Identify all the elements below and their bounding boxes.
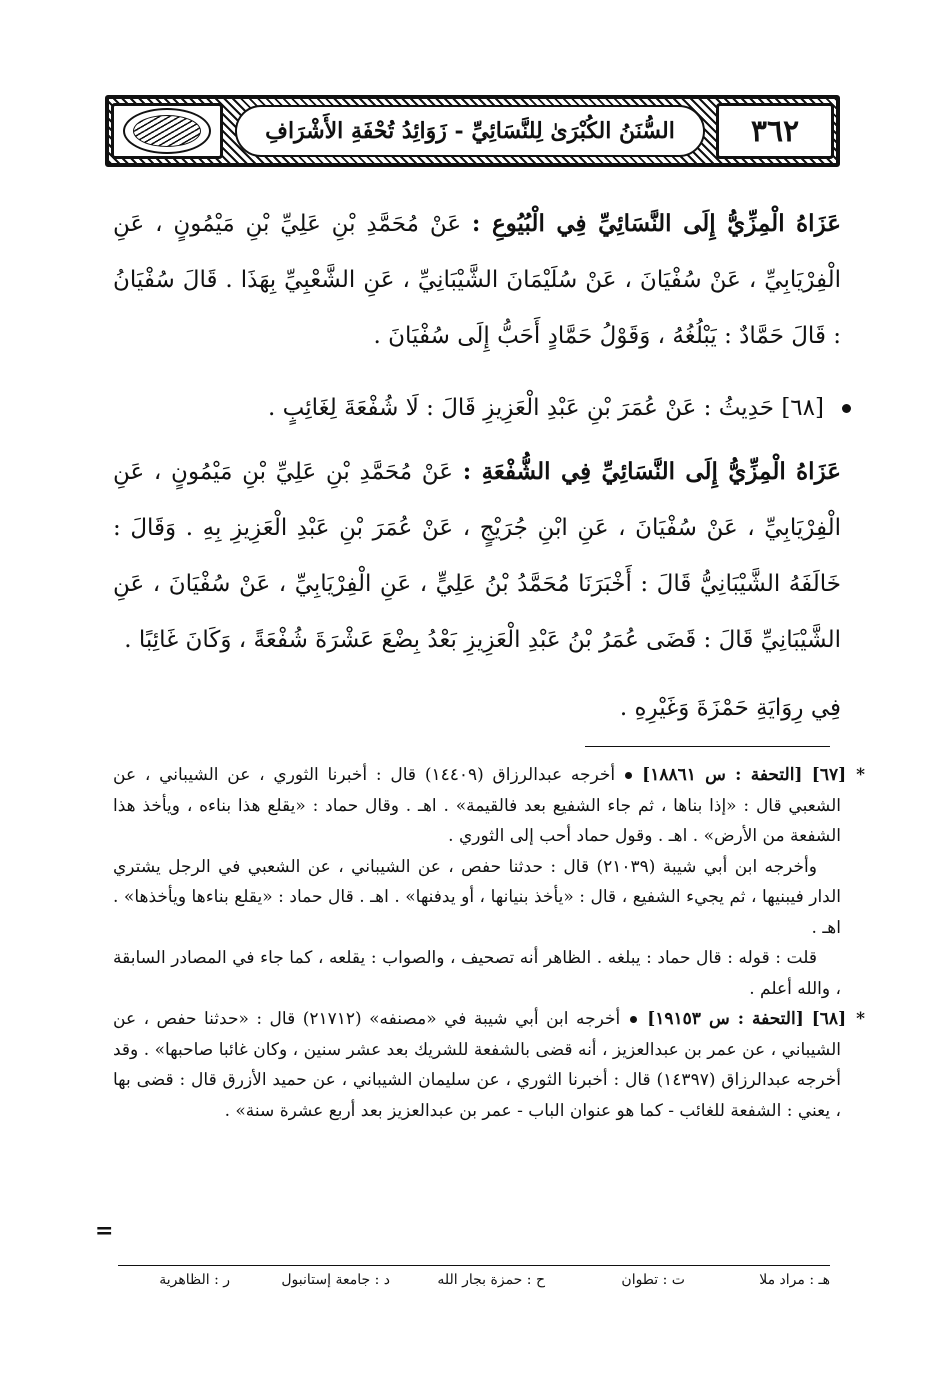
paragraph-attribution-2 [113, 444, 841, 668]
ornamental-logo-icon [111, 103, 223, 159]
footnote-67 [113, 760, 866, 852]
continuation-mark: = [95, 1218, 114, 1244]
footnote-68-head: [٦٨] [التحفة : س ١٩١٥٣] [647, 1009, 847, 1029]
footnote-bullet-icon [630, 1016, 637, 1023]
footnote-bullet-icon [625, 772, 632, 779]
legend-separator [118, 1265, 830, 1266]
footnote-star-67: * [856, 765, 866, 785]
footnote-68-text: أخرجه ابن أبي شيبة في «مصنفه» (٢١٧١٢) قال : «حدثنا حفص ، عن الشيباني ، عن عمر بن عبدالعزيز ، أنه قضى بالشفعة للشريك بعد عشر سنين ، وكان غائبا صاحبها» . وقد أخرجه عبدالرزاق (١٤٣٩٧) قال : أخبرنا الثوري ، عن سليمان الشيباني ، عن حميد الأزرق قال : قضى بها ، يعني : الشفعة للغائب - كما هو عنوان الباب - عمر بن عبدالعزيز بعد أربع عشرة سنة» . [113, 1009, 841, 1121]
attribution-lead-2: عَزَاهُ الْمِزِّيُّ إِلَى النَّسَائِيِّ فِي الشُّفْعَةِ : [462, 458, 841, 485]
logo-oval [123, 108, 211, 154]
manuscript-legend [118, 1272, 830, 1298]
bullet-icon [842, 404, 851, 413]
attribution-lead-1: عَزَاهُ الْمِزِّيُّ إِلَى النَّسَائِيِّ فِي الْبُيُوعِ : [471, 210, 841, 237]
logo-inner-pattern [133, 115, 201, 147]
page-number: ٣٦٢ [716, 103, 834, 159]
footnote-68 [113, 1004, 865, 1126]
legend-item-1: هـ : مراد ملا [759, 1272, 830, 1288]
attribution-text-1: عَنْ مُحَمَّدِ بْنِ عَلِيِّ بْنِ مَيْمُونٍ ، عَنِ الْفِرْيَابِيِّ ، عَنْ سُفْيَانَ ، عَنْ سُلَيْمَانَ الشَّيْبَانِيِّ ، عَنِ الشَّعْبِيِّ بِهَذَا . قَالَ سُفْيَانُ : قَالَ حَمَّادٌ : يَبْلُغُهُ ، وَقَوْلُ حَمَّادٍ أَحَبُّ إِلَى سُفْيَانَ . [113, 211, 841, 349]
legend-item-5: ر : الظاهرية [159, 1272, 230, 1288]
footnote-67-paragraph-2: وأخرجه ابن أبي شيبة (٢١٠٣٩) قال : حدثنا حفص ، عن الشيباني ، عن الشعبي في الرجل يشتري الدار فيبنيها ، ثم يجيء الشفيع ، قال : «يأخذ بنيانها ، أو يدفنها» . اهـ . قال حماد : «يقلع بناءها ويأخذها» . اهـ . [113, 856, 841, 938]
paragraph-narration [113, 680, 841, 736]
hadith-number: [٦٨] [781, 395, 824, 421]
footnote-67-paragraph-3: قلت : قوله : قال حماد : يبلغه . الظاهر أنه تصحيف ، والصواب : يقلعه ، كما جاء في المصادر السابقة ، والله أعلم . [113, 948, 841, 999]
narration-text: فِي رِوَايَةِ حَمْزَةَ وَغَيْرِهِ . [619, 695, 841, 721]
running-title: السُّنَنُ الكُبْرَىٰ لِلنَّسَائِيِّ - زَوَائِدُ تُحْفَةِ الأَشْرَافِ [235, 105, 705, 157]
hadith-68-line [106, 380, 851, 436]
paragraph-attribution-1 [113, 196, 841, 364]
footnote-separator [585, 746, 830, 747]
page-header [105, 95, 840, 167]
hadith-text: حَدِيثُ : عَنْ عُمَرَ بْنِ عَبْدِ الْعَزِيزِ قَالَ : لَا شُفْعَةَ لِغَائِبٍ . [268, 395, 774, 421]
legend-item-3: ح : حمزة بجار الله [437, 1272, 545, 1288]
footnote-67-head: [٦٧] [التحفة : س ١٨٨٦١] [642, 765, 847, 785]
footnote-67-text: أخرجه عبدالرزاق (١٤٤٠٩) قال : أخبرنا الثوري ، عن الشيباني ، عن الشعبي قال : «إذا بناها ، ثم جاء الشفيع بعد فالقيمة» . اهـ . وقال حماد : «يقلع هذا بناءه ، ويأخذ هذا الشفعة من الأرض» . اهـ . وقول حماد أحب إلى الثوري . [113, 765, 841, 846]
legend-item-2: ت : تطوان [621, 1272, 685, 1288]
attribution-text-2: عَنْ مُحَمَّدِ بْنِ عَلِيِّ بْنِ مَيْمُونٍ ، عَنِ الْفِرْيَابِيِّ ، عَنْ سُفْيَانَ ، عَنِ ابْنِ جُرَيْجٍ ، عَنْ عُمَرَ بْنِ عَبْدِ الْعَزِيزِ بِهِ . وَقَالَ : خَالَفَهُ الشَّيْبَانِيُّ قَالَ : أَخْبَرَنَا مُحَمَّدُ بْنُ عَلِيٍّ ، عَنِ الْفِرْيَابِيِّ ، عَنْ سُفْيَانَ ، عَنِ الشَّيْبَانِيِّ قَالَ : قَضَى عُمَرُ بْنُ عَبْدِ الْعَزِيزِ بَعْدُ بِضْعَ عَشْرَةَ شُفْعَةً ، وَكَانَ غَائِبًا . [113, 459, 841, 653]
footnotes [113, 760, 866, 1126]
footnote-star-68: * [856, 1009, 865, 1029]
legend-item-4: د : جامعة إستانبول [281, 1272, 390, 1288]
